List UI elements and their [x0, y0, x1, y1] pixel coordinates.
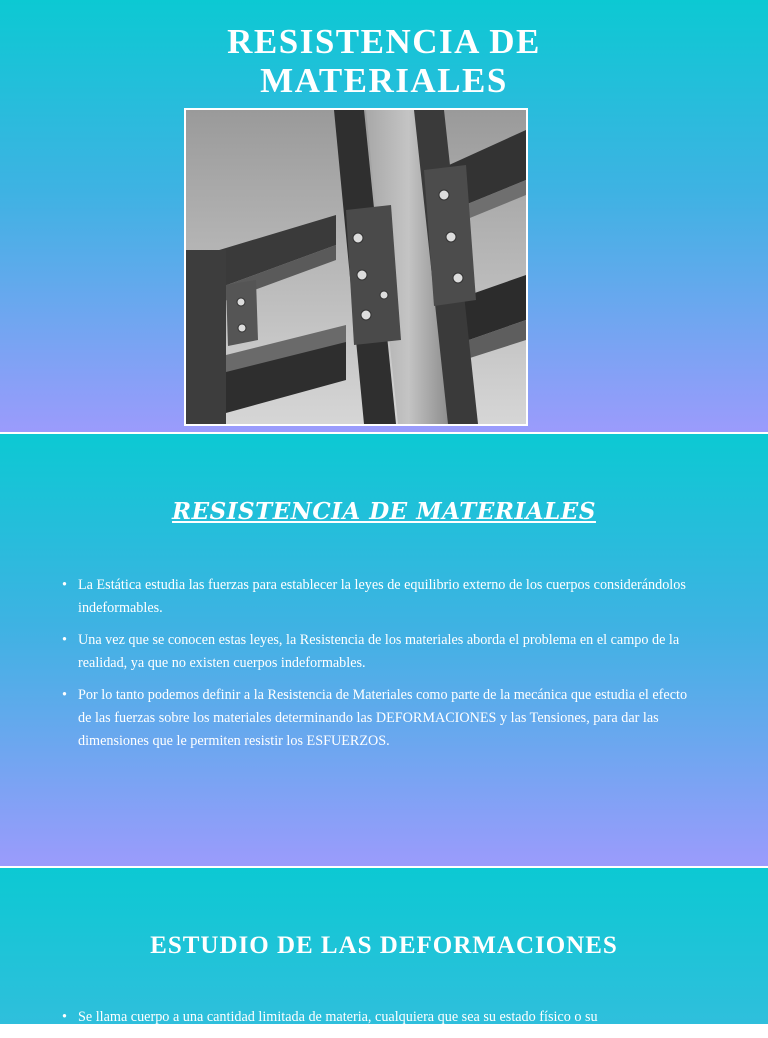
slide-1-title-line-1: RESISTENCIA DE — [227, 22, 541, 61]
bullet-dot-icon: • — [62, 1009, 67, 1025]
slide-1-title — [0, 22, 768, 100]
slide-3-title: ESTUDIO DE LAS DEFORMACIONES — [150, 932, 618, 959]
bullet-text: Se llama cuerpo a una cantidad limitada de materia, cualquiera que sea su estado físico o su — [78, 1009, 598, 1025]
bullet-item — [62, 574, 702, 620]
bullet-dot-icon: • — [62, 632, 67, 648]
steel-structure-image — [186, 110, 526, 424]
slide-1-title-line-2: MATERIALES — [260, 61, 508, 100]
bullet-item — [62, 684, 702, 753]
slide-3-bullet-list — [62, 1006, 702, 1038]
slide-1 — [0, 0, 768, 432]
slide-2-bullet-list — [62, 574, 702, 762]
steel-beams-photo — [184, 108, 528, 426]
bullet-text: Por lo tanto podemos definir a la Resistencia de Materiales como parte de la mecánica que estudia el efecto de las fuerzas sobre los materiales determinando las DEFORMACIONES y las Tensiones, para dar las dimensiones que le permiten resistir los ESFUERZOS. — [78, 687, 688, 749]
bullet-item — [62, 629, 702, 675]
bullet-dot-icon: • — [62, 687, 67, 703]
bullet-text: La Estática estudia las fuerzas para establecer la leyes de equilibrio externo de los cuerpos considerándolos indeformables. — [78, 577, 686, 616]
bullet-text: Una vez que se conocen estas leyes, la Resistencia de los materiales aborda el problema en el campo de la realidad, ya que no existen cuerpos indeformables. — [78, 632, 680, 671]
slide-3 — [0, 868, 768, 1024]
bullet-item — [62, 1006, 702, 1029]
slide-2 — [0, 434, 768, 866]
slide-2-title: RESISTENCIA DE MATERIALES — [172, 498, 596, 525]
bullet-dot-icon: • — [62, 577, 67, 593]
